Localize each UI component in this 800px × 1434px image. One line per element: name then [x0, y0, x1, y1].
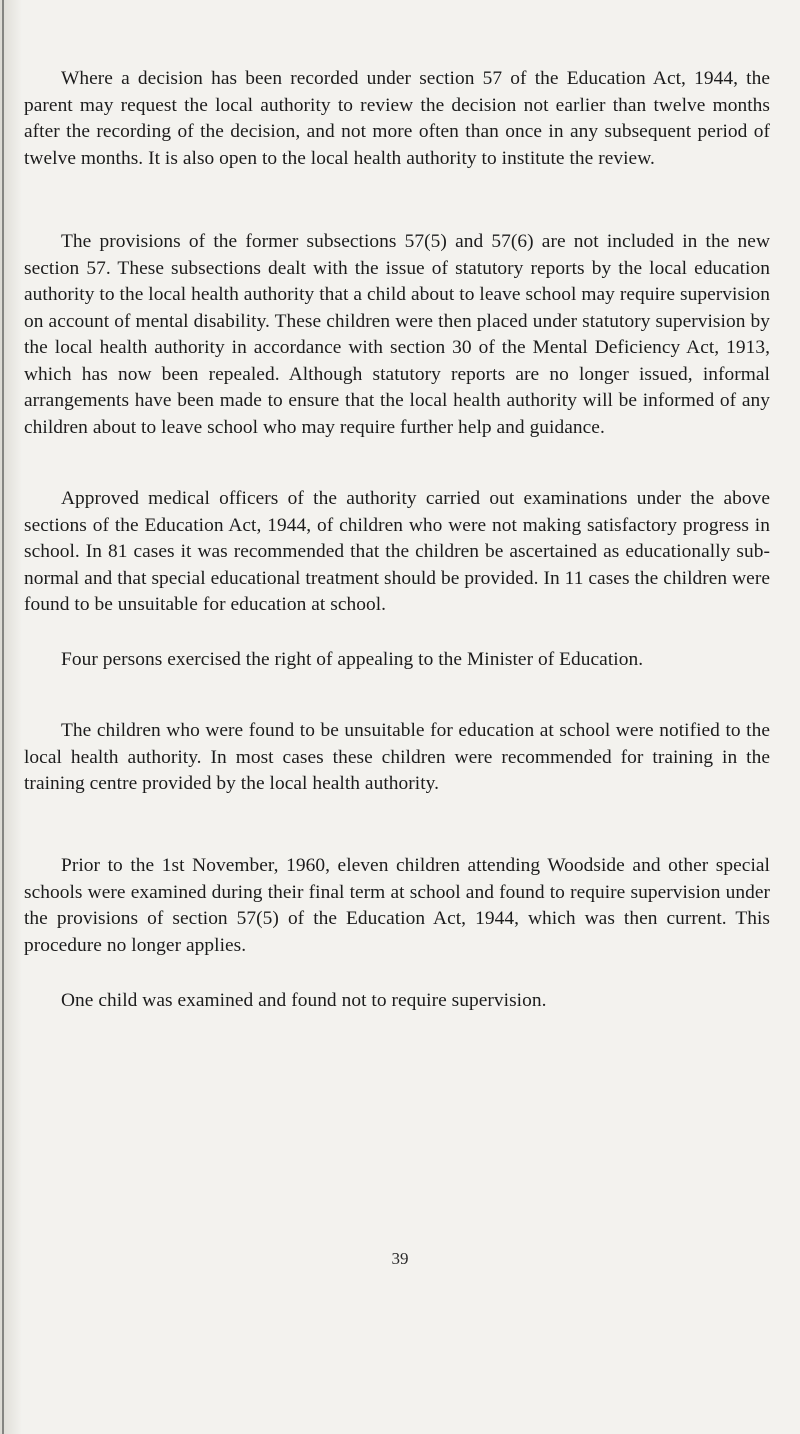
paragraph-appeals: Four persons exercised the right of appealing to the Minister of Education. [61, 649, 644, 670]
paragraph-unsuitable-children: The children who were found to be unsuitable for education at school were notified to the local health authority. In most cases these children were recommended for training in the training centre provided by the local health authority. [24, 720, 770, 794]
paragraph-review-of-decision: Where a decision has been recorded under section 57 of the Education Act, 1944, the parent may request the local authority to review the decision not earlier than twelve months after the recording of the decision, and not more often than once in any subsequent period of twelve months. It is also open to the local health authority to institute the review. [24, 68, 770, 169]
binding-edge-line [2, 0, 4, 1434]
paragraph-medical-examinations: Approved medical officers of the authority carried out examinations under the above sections of the Education Act, 1944, of children who were not making satisfactory progress in school. In 81 cases it was recommended that the children be ascertained as educationally sub-normal and that special educational treatment should be provided. In 11 cases the children were found to be unsuitable for education at school. [24, 488, 770, 615]
paragraph-former-subsections: The provisions of the former subsections 57(5) and 57(6) are not included in the new section 57. These subsections dealt with the issue of statutory reports by the local education authority to the local health authority that a child about to leave school may require supervision on account of mental disability. These children were then placed under statutory supervision by the local health authority in accordance with section 30 of the Mental Deficiency Act, 1913, which has now been repealed. Although statutory reports are no longer issued, informal arrangements have been made to ensure that the local health authority will be informed of any children about to leave school who may require further help and guidance. [24, 231, 770, 438]
paragraph-prior-to-november: Prior to the 1st November, 1960, eleven children attending Woodside and other special schools were examined during their final term at school and found to require supervision under the provisions of section 57(5) of the Education Act, 1944, which was then current. This procedure no longer applies. [24, 855, 770, 956]
page-number: 39 [391, 1249, 409, 1268]
paragraph-one-child: One child was examined and found not to require supervision. [61, 990, 547, 1011]
